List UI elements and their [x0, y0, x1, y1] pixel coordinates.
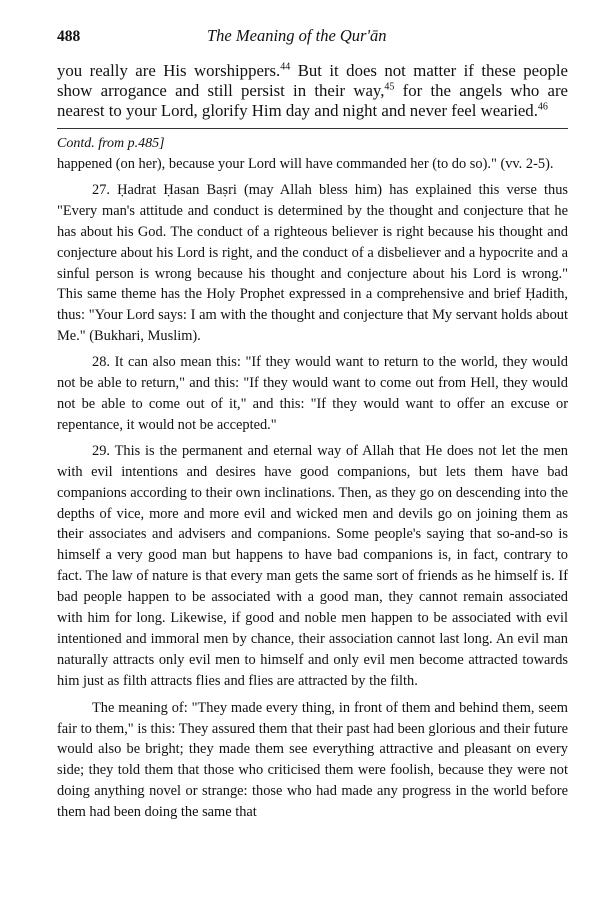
footnote-ref-45: 45: [384, 81, 395, 93]
note-29: 29. This is the permanent and eternal way of Allah that He does not let the men with evil intentions and desires have good companions, but lets them have bad companions according to their own inclinations. Then, as they go on descending into the depths of vice, more and more evil and wicked men and devils go on joining them as their associates and advisers and companions. Some people's saying that so-and-so is himself a very good man but happens to have bad companions is, in fact, contrary to fact. The law of nature is that every man gets the same sort of friends as he himself is. If bad people happen to be associated with a good man, they cannot remain associated with him for long. Likewise, if good and noble men happen to be associated with evil intentioned and immoral men by chance, their association cannot last long. An evil man naturally attracts only evil men to himself and only evil men become attracted towards him just as filth attracts flies and flies are attracted by the filth.: [57, 442, 568, 689]
main-text-segment-3: for the angels who are nearest to your Lord, glorify Him day and night and never feel wearied.: [57, 81, 568, 120]
running-title: The Meaning of the Qur'ān: [207, 26, 387, 45]
note-continuation: happened (on her), because your Lord will have commanded her (to do so)." (vv. 2-5).: [57, 156, 554, 172]
footnote-ref-44: 44: [280, 61, 291, 73]
book-page: [57, 26, 568, 901]
footnote-ref-46: 46: [537, 101, 548, 113]
main-text-segment-1: you really are His worshippers.: [57, 61, 281, 80]
commentary-notes: [57, 154, 568, 823]
note-29-continued: The meaning of: "They made every thing, in front of them and behind them, seem fair to them," is this: They assured them that their past had been glorious and their future would also be bright; they made them see everything attractive and pleasant on every side; they told them that those who criticised them were foolish, because they were not doing anything novel or strange: those who had made any progress in the world before them had been doing the same that: [57, 699, 568, 821]
note-28: 28. It can also mean this: "If they would want to return to the world, they would not be able to return," and this: "If they would want to come out from Hell, they would not be able to come out of it," and this: "If they would want to offer an excuse or repentance, it would not be accepted.": [57, 354, 568, 433]
main-text-segment-2: But it does not matter if these people show arrogance and still persist in their way,: [57, 61, 568, 100]
note-27: 27. Ḥadrat Ḥasan Baṣri (may Allah bless him) has explained this verse thus "Every man's attitude and conduct is determined by the thought and conjecture that he has about his God. The conduct of a righteous believer is right because his thought and conjecture about his Lord is right, and the conduct of a disbeliever and a hypocrite and a sinful person is wrong because his thought and conjecture about his Lord is wrong." This same theme has the Holy Prophet expressed in a comprehensive and brief Ḥadith, thus: "Your Lord says: I am with the thought and conjecture that My servant holds about Me." (Bukhari, Muslim).: [57, 181, 568, 345]
main-translation-text: [57, 61, 568, 121]
footnote-divider: [57, 128, 568, 129]
page-number: 488: [57, 28, 81, 45]
continued-from-label: Contd. from p.485]: [57, 136, 165, 151]
main-paragraph: [57, 61, 568, 121]
page-header: [57, 26, 568, 50]
